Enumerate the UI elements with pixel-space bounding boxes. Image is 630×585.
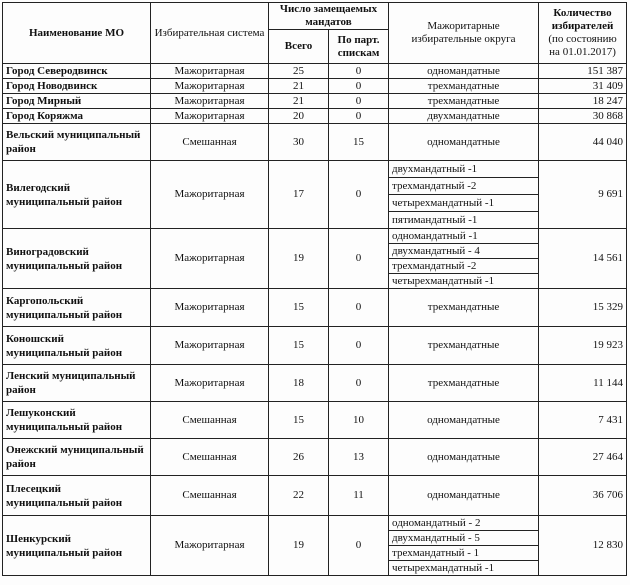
mo-name: Город Коряжма [3, 109, 151, 124]
district-type: двухмандатный - 5 [389, 531, 539, 546]
electoral-system: Смешанная [151, 476, 269, 516]
district-type: одномандатные [389, 64, 539, 79]
district-type: трехмандатные [389, 365, 539, 402]
voters-count: 11 144 [539, 365, 627, 402]
district-type: трехмандатный - 1 [389, 546, 539, 561]
mandates-party: 0 [329, 94, 389, 109]
header-voters-title: Количество избирателей [551, 7, 614, 32]
district-type: трехмандатные [389, 94, 539, 109]
voters-count: 44 040 [539, 124, 627, 161]
electoral-system: Мажоритарная [151, 161, 269, 229]
district-type: трехмандатные [389, 327, 539, 365]
mo-name: Вельский муниципальный район [3, 124, 151, 161]
mandates-total: 18 [269, 365, 329, 402]
mandates-total: 15 [269, 327, 329, 365]
header-party: По парт. спискам [329, 30, 389, 64]
district-type: одномандатные [389, 402, 539, 439]
table-row [3, 161, 627, 178]
mandates-party: 13 [329, 439, 389, 476]
header-name: Наименование МО [3, 3, 151, 64]
table-row [3, 94, 627, 109]
table-row [3, 79, 627, 94]
mo-name: Плесецкий муниципальный район [3, 476, 151, 516]
mandates-total: 20 [269, 109, 329, 124]
table-row [3, 229, 627, 244]
district-type: одномандатный -1 [389, 229, 539, 244]
table-row [3, 289, 627, 327]
district-type: трехмандатный -2 [389, 259, 539, 274]
electoral-system: Мажоритарная [151, 365, 269, 402]
mandates-party: 15 [329, 124, 389, 161]
table-body [3, 64, 627, 576]
mandates-party: 0 [329, 516, 389, 576]
district-type: двухмандатные [389, 109, 539, 124]
mo-name: Коношский муниципальный район [3, 327, 151, 365]
mandates-total: 26 [269, 439, 329, 476]
mandates-total: 22 [269, 476, 329, 516]
district-type: одномандатные [389, 476, 539, 516]
voters-count: 12 830 [539, 516, 627, 576]
electoral-table [2, 2, 627, 576]
district-type: трехмандатный -2 [389, 178, 539, 195]
mandates-party: 10 [329, 402, 389, 439]
mo-name: Лешуконский муниципальный район [3, 402, 151, 439]
mo-name: Город Новодвинск [3, 79, 151, 94]
electoral-system: Мажоритарная [151, 79, 269, 94]
voters-count: 30 868 [539, 109, 627, 124]
district-type: четырехмандатный -1 [389, 561, 539, 576]
mandates-total: 17 [269, 161, 329, 229]
header-total: Всего [269, 30, 329, 64]
voters-count: 19 923 [539, 327, 627, 365]
electoral-system: Мажоритарная [151, 289, 269, 327]
electoral-system: Мажоритарная [151, 109, 269, 124]
district-type: двухмандатный -1 [389, 161, 539, 178]
mandates-total: 25 [269, 64, 329, 79]
table-row [3, 124, 627, 161]
table-row [3, 64, 627, 79]
mandates-party: 0 [329, 161, 389, 229]
mo-name: Виноградовский муниципальный район [3, 229, 151, 289]
voters-count: 27 464 [539, 439, 627, 476]
voters-count: 151 387 [539, 64, 627, 79]
mo-name: Вилегодский муниципальный район [3, 161, 151, 229]
table-row [3, 476, 627, 516]
header-districts: Мажоритарные избирательные округа [389, 3, 539, 64]
voters-count: 31 409 [539, 79, 627, 94]
district-type: четырехмандатный -1 [389, 274, 539, 289]
district-type: одномандатный - 2 [389, 516, 539, 531]
electoral-system: Мажоритарная [151, 327, 269, 365]
electoral-system: Мажоритарная [151, 516, 269, 576]
mo-name: Онежский муниципальный район [3, 439, 151, 476]
electoral-system: Смешанная [151, 439, 269, 476]
district-type: пятимандатный -1 [389, 212, 539, 229]
mandates-total: 15 [269, 402, 329, 439]
table-row [3, 516, 627, 531]
district-type: трехмандатные [389, 79, 539, 94]
table-row [3, 439, 627, 476]
electoral-system: Мажоритарная [151, 94, 269, 109]
mandates-party: 0 [329, 229, 389, 289]
mo-name: Город Мирный [3, 94, 151, 109]
mandates-party: 0 [329, 79, 389, 94]
table-row [3, 109, 627, 124]
electoral-system: Мажоритарная [151, 229, 269, 289]
header-voters-sub: (по состоянию на 01.01.2017) [548, 33, 617, 58]
mandates-total: 19 [269, 516, 329, 576]
voters-count: 15 329 [539, 289, 627, 327]
district-type: четырехмандатный -1 [389, 195, 539, 212]
mandates-total: 15 [269, 289, 329, 327]
mandates-party: 0 [329, 327, 389, 365]
table-row [3, 327, 627, 365]
mandates-party: 0 [329, 64, 389, 79]
header-mandates: Число замещаемых мандатов [269, 3, 389, 30]
mandates-total: 30 [269, 124, 329, 161]
mandates-total: 21 [269, 94, 329, 109]
mo-name: Город Северодвинск [3, 64, 151, 79]
mandates-party: 0 [329, 289, 389, 327]
district-type: одномандатные [389, 124, 539, 161]
mandates-party: 11 [329, 476, 389, 516]
electoral-system: Смешанная [151, 402, 269, 439]
district-type: одномандатные [389, 439, 539, 476]
electoral-system: Смешанная [151, 124, 269, 161]
table-row [3, 402, 627, 439]
district-type: двухмандатный - 4 [389, 244, 539, 259]
voters-count: 14 561 [539, 229, 627, 289]
mo-name: Ленский муниципальный район [3, 365, 151, 402]
voters-count: 18 247 [539, 94, 627, 109]
header-voters [539, 3, 627, 64]
electoral-system: Мажоритарная [151, 64, 269, 79]
mandates-party: 0 [329, 109, 389, 124]
mo-name: Каргопольский муниципальный район [3, 289, 151, 327]
voters-count: 36 706 [539, 476, 627, 516]
voters-count: 9 691 [539, 161, 627, 229]
table-row [3, 365, 627, 402]
header-system: Избирательная система [151, 3, 269, 64]
voters-count: 7 431 [539, 402, 627, 439]
district-type: трехмандатные [389, 289, 539, 327]
mo-name: Шенкурский муниципальный район [3, 516, 151, 576]
mandates-total: 19 [269, 229, 329, 289]
mandates-total: 21 [269, 79, 329, 94]
mandates-party: 0 [329, 365, 389, 402]
